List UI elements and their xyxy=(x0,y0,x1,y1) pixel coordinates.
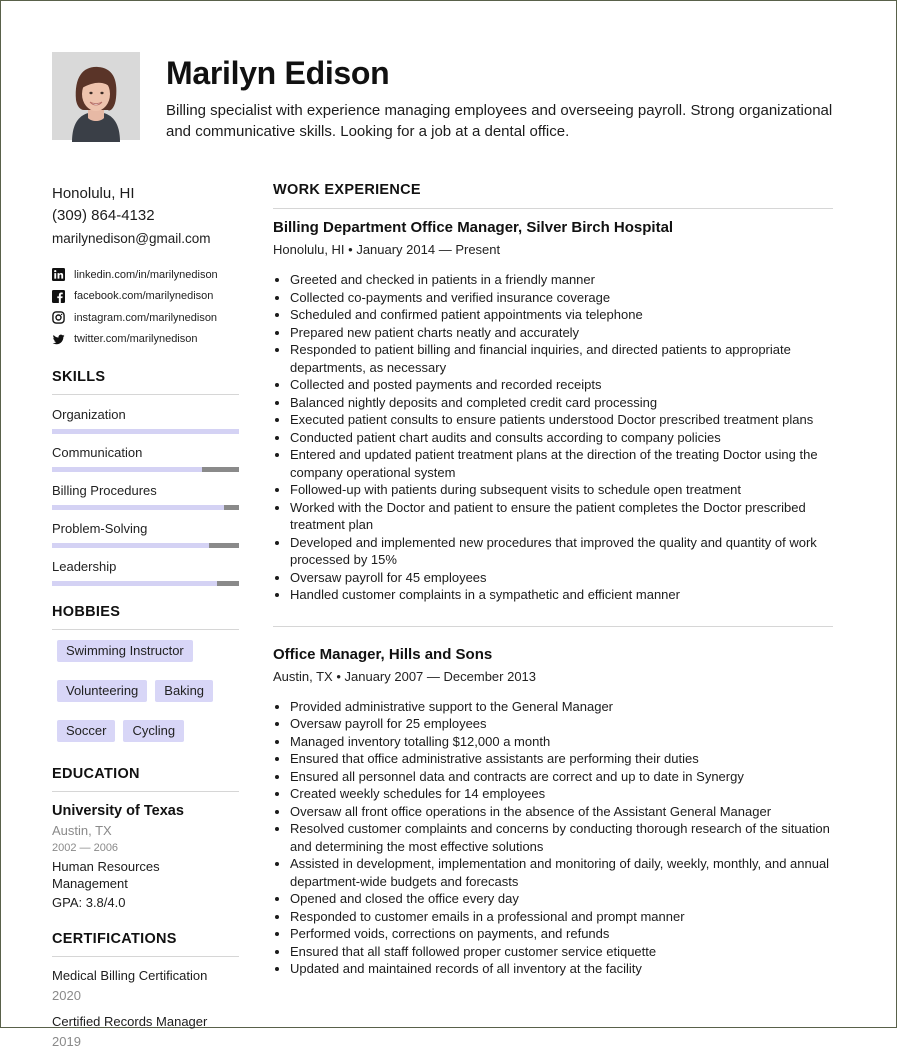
certification-name: Certified Records Manager xyxy=(52,1014,208,1029)
skill-item xyxy=(52,445,239,472)
list-item: • Worked with the Doctor and patient to ensure the patient completes the Doctor prescribed treatment plan xyxy=(290,499,833,534)
list-item: • Ensured that all staff followed proper customer service etiquette xyxy=(290,943,833,961)
job-bullets xyxy=(273,271,833,604)
contact-city: Honolulu, HI xyxy=(52,185,135,202)
list-item: • Collected and posted payments and recorded receipts xyxy=(290,376,833,394)
skill-item xyxy=(52,521,239,548)
section-divider xyxy=(273,626,833,627)
certification-year: 2019 xyxy=(52,1034,81,1049)
list-item: • Performed voids, corrections on payments, and refunds xyxy=(290,925,833,943)
skill-name: Organization xyxy=(52,407,126,422)
job-entry xyxy=(273,219,833,604)
list-item: • Oversaw payroll for 45 employees xyxy=(290,569,833,587)
education-gpa: GPA: 3.8/4.0 xyxy=(52,895,126,910)
list-item: • Balanced nightly deposits and completed credit card processing xyxy=(290,394,833,412)
sidebar xyxy=(52,183,239,1049)
list-item: • Collected co-payments and verified insurance coverage xyxy=(290,289,833,307)
education-school: University of Texas xyxy=(52,803,184,819)
social-link-facebook[interactable] xyxy=(52,286,239,308)
social-link-twitter[interactable] xyxy=(52,329,239,351)
list-item: • Ensured that office administrative assistants are performing their duties xyxy=(290,750,833,768)
social-link-text: facebook.com/marilynedison xyxy=(74,290,214,303)
hobby-chip: Swimming Instructor xyxy=(57,640,193,662)
certifications-section xyxy=(52,931,239,1049)
social-link-text: twitter.com/marilynedison xyxy=(74,333,198,346)
education-section xyxy=(52,766,239,910)
list-item: • Conducted patient chart audits and consults according to company policies xyxy=(290,429,833,447)
contact-email[interactable]: marilynedison@gmail.com xyxy=(52,231,211,246)
list-item: • Opened and closed the office every day xyxy=(290,890,833,908)
skills-heading: SKILLS xyxy=(52,369,106,385)
list-item: • Followed-up with patients during subsequent visits to schedule open treatment xyxy=(290,481,833,499)
list-item: • Handled customer complaints in a sympathetic and efficient manner xyxy=(290,586,833,604)
list-item: • Ensured all personnel data and contracts are correct and up to date in Synergy xyxy=(290,768,833,786)
hobby-chip: Baking xyxy=(155,680,213,702)
certification-year: 2020 xyxy=(52,988,81,1003)
skill-level-bar xyxy=(52,581,239,586)
list-item: • Provided administrative support to the General Manager xyxy=(290,698,833,716)
education-heading: EDUCATION xyxy=(52,766,140,782)
skill-name: Problem-Solving xyxy=(52,521,148,536)
skill-level-bar xyxy=(52,543,239,548)
skill-item xyxy=(52,407,239,434)
twitter-icon xyxy=(52,333,65,346)
job-title: Office Manager, Hills and Sons xyxy=(273,645,493,663)
section-divider xyxy=(52,956,239,957)
social-link-text: linkedin.com/in/marilynedison xyxy=(74,268,218,281)
skill-level-bar xyxy=(52,429,239,434)
profile-photo xyxy=(52,52,140,140)
skill-level-bar xyxy=(52,467,239,472)
instagram-icon xyxy=(52,311,65,324)
job-title: Billing Department Office Manager, Silver Birch Hospital xyxy=(273,219,674,236)
section-divider xyxy=(52,791,239,792)
skill-level-bar xyxy=(52,505,239,510)
experience-heading: WORK EXPERIENCE xyxy=(273,182,421,198)
education-years: 2002 — 2006 xyxy=(52,842,119,854)
job-meta: Austin, TX • January 2007 — December 2013 xyxy=(273,668,537,684)
social-links xyxy=(52,264,239,350)
social-link-linkedin[interactable] xyxy=(52,264,239,286)
facebook-icon xyxy=(52,290,65,303)
job-entry xyxy=(273,646,833,978)
hobby-chip: Volunteering xyxy=(57,680,147,702)
candidate-name: Marilyn Edison xyxy=(166,55,390,91)
education-location: Austin, TX xyxy=(52,823,112,838)
section-divider xyxy=(273,208,833,209)
list-item: • Oversaw all front office operations in the absence of the Assistant General Manager xyxy=(290,803,833,821)
linkedin-icon xyxy=(52,268,65,281)
list-item: • Developed and implemented new procedures that improved the quality and quantity of work processed by 15% xyxy=(290,534,833,569)
list-item: • Assisted in development, implementation and monitoring of daily, weekly, monthly, and annual department-wide budgets and forecasts xyxy=(290,855,833,890)
section-divider xyxy=(52,394,239,395)
education-degree: Human Resources Management xyxy=(52,859,160,891)
list-item: • Created weekly schedules for 14 employees xyxy=(290,785,833,803)
job-bullets xyxy=(273,698,833,978)
skill-name: Communication xyxy=(52,445,143,460)
certification-name: Medical Billing Certification xyxy=(52,968,208,983)
list-item: • Responded to patient billing and financial inquiries, and directed patients to appropriate departments, as necessary xyxy=(290,341,833,376)
section-divider xyxy=(52,629,239,630)
list-item: • Executed patient consults to ensure patients understood Doctor prescribed treatment plans xyxy=(290,411,833,429)
list-item: • Managed inventory totalling $12,000 a month xyxy=(290,733,833,751)
list-item: • Resolved customer complaints and concerns by conducting thorough research of the situation and determining the most effective solutions xyxy=(290,820,833,855)
certifications-heading: CERTIFICATIONS xyxy=(52,931,177,947)
hobby-chip: Cycling xyxy=(123,720,184,742)
skill-item xyxy=(52,483,239,510)
list-item: • Greeted and checked in patients in a friendly manner xyxy=(290,271,833,289)
hobbies-section xyxy=(52,604,239,742)
skill-name: Leadership xyxy=(52,559,117,574)
list-item: • Updated and maintained records of all inventory at the facility xyxy=(290,960,833,978)
skills-list xyxy=(52,407,239,586)
list-item: • Prepared new patient charts neatly and accurately xyxy=(290,324,833,342)
main-content xyxy=(273,179,833,978)
skills-section xyxy=(52,369,239,586)
skill-item xyxy=(52,559,239,586)
hobby-chip: Soccer xyxy=(57,720,115,742)
hobby-chips xyxy=(52,640,239,742)
skill-name: Billing Procedures xyxy=(52,483,157,498)
list-item: • Entered and updated patient treatment plans at the direction of the treating Doctor using the company operational system xyxy=(290,446,833,481)
social-link-instagram[interactable] xyxy=(52,307,239,329)
hobbies-heading: HOBBIES xyxy=(52,604,121,620)
list-item: • Scheduled and confirmed patient appointments via telephone xyxy=(290,306,833,324)
profile-summary: Billing specialist with experience managing employees and overseeing payroll. Strong organizational and communicative skills. Looking for a job at a dental office. xyxy=(166,102,833,140)
job-meta: Honolulu, HI • January 2014 — Present xyxy=(273,242,501,257)
list-item: • Oversaw payroll for 25 employees xyxy=(290,715,833,733)
list-item: • Responded to customer emails in a professional and prompt manner xyxy=(290,908,833,926)
contact-phone: (309) 864-4132 xyxy=(52,207,155,224)
social-link-text: instagram.com/marilynedison xyxy=(74,311,218,324)
